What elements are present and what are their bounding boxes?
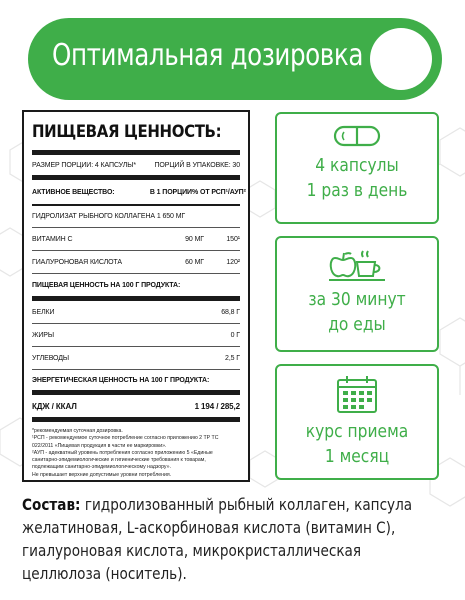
card-line2: 1 месяц bbox=[324, 446, 390, 467]
energy-header-row: ЭНЕРГЕТИЧЕСКАЯ ЦЕННОСТЬ НА 100 Г ПРОДУКТА: bbox=[32, 376, 210, 384]
composition-label: Состав: bbox=[22, 495, 81, 514]
nutrition-facts-table bbox=[22, 110, 250, 482]
dosage-banner bbox=[28, 18, 442, 100]
calendar-icon bbox=[335, 374, 379, 414]
col-percent: % ОТ РСП¹/АУП² bbox=[192, 188, 246, 196]
table-row: БЕЛКИ 68,8 Г bbox=[32, 308, 240, 316]
active-header-row bbox=[32, 180, 246, 204]
card-line2: 1 раз в день bbox=[306, 180, 408, 201]
table-footnotes: *рекомендуемая суточная дозировка. ¹РСП - рекомендуемое суточное потребление согласно приложению 2 ТР ТС 022/2011 «Пищевая продукция в части ее маркировки». ²АУП - адекватный уровень потребления согласно приложению 5 «Единые санитарно-эпидемиологические и гигиенические требования к товарам, подлежащим санитарно-эпидемиологическому надзору». Не превышает верхние допустимые уровни потребления. bbox=[32, 428, 219, 478]
nutrition-title: ПИЩЕВАЯ ЦЕННОСТЬ: bbox=[32, 122, 222, 142]
table-row: ВИТАМИН С 90 МГ 150¹ bbox=[32, 235, 240, 243]
table-row: ЖИРЫ 0 Г bbox=[32, 331, 240, 339]
dosage-card bbox=[275, 112, 439, 224]
portion-row bbox=[32, 155, 240, 175]
energy-row: КДЖ / ККАЛ 1 194 / 285,2 bbox=[32, 401, 240, 411]
card-line1: 4 капсулы bbox=[315, 155, 399, 176]
portion-size: РАЗМЕР ПОРЦИИ: 4 КАПСУЛЫ* bbox=[32, 161, 136, 169]
col-per-portion: В 1 ПОРЦИИ bbox=[149, 188, 192, 196]
capsule-icon bbox=[333, 124, 381, 148]
meal-icon bbox=[327, 244, 387, 284]
card-line1: курс приема bbox=[305, 421, 409, 442]
card-line1: за 30 минут bbox=[308, 289, 406, 310]
card-line2: до еды bbox=[328, 314, 386, 335]
table-row: ГИДРОЛИЗАТ РЫБНОГО КОЛЛАГЕНА 1 650 МГ bbox=[32, 213, 186, 220]
timing-card bbox=[275, 236, 439, 352]
banner-circle bbox=[370, 28, 432, 90]
portions-per-pack: ПОРЦИЙ В УПАКОВКЕ: 30 bbox=[154, 161, 240, 169]
course-card bbox=[275, 364, 439, 480]
composition-text: Состав: гидролизованный рыбный коллаген, капсула желатиновая, L-аскорбиновая кислота (витамин С), гиалуроновая кислота, микрокристаллическая целлюлоза (носитель). bbox=[22, 495, 413, 583]
table-row: ГИАЛУРОНОВАЯ КИСЛОТА 60 МГ 120² bbox=[32, 258, 240, 266]
table-row: УГЛЕВОДЫ 2,5 Г bbox=[32, 354, 240, 362]
banner-title: Оптимальная дозировка bbox=[52, 38, 364, 73]
per100-header-row: ПИЩЕВАЯ ЦЕННОСТЬ НА 100 Г ПРОДУКТА: bbox=[32, 281, 181, 289]
active-header: АКТИВНОЕ ВЕЩЕСТВО: bbox=[32, 188, 115, 196]
